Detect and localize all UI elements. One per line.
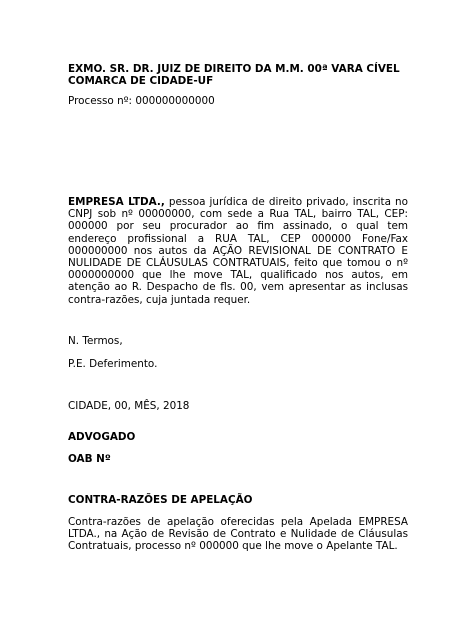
- oab-number: OAB Nº: [68, 453, 111, 465]
- process-number: Processo nº: 000000000000: [68, 95, 215, 107]
- court-header: [68, 63, 408, 87]
- closing-request: P.E. Deferimento.: [68, 358, 158, 370]
- section-title: CONTRA-RAZÕES DE APELAÇÃO: [68, 494, 253, 506]
- court-header-line2: COMARCA DE CIDADE-UF: [68, 75, 214, 88]
- petition-text: pessoa jurídica de direito privado, inscrita no CNPJ sob nº 00000000, com sede a Rua TAL, bairro TAL, CEP: 000000 por seu procurador ao fim assinado, o qual tem endereço profissional a RUA TAL, CEP 000000 Fone/Fax 000000000 nos autos da AÇÃO REVISIONAL DE CONTRATO E NULIDADE DE CLÁUSULAS CONTRATUAIS, feito que tomou o nº 0000000000 que lhe move TAL, qualificado nos autos, em atenção ao R. Despacho de fls. 00, vem apresentar as inclusas contra-razões, cuja juntada requer.: [68, 196, 408, 306]
- lawyer-name: ADVOGADO: [68, 431, 136, 443]
- court-header-line1: EXMO. SR. DR. JUIZ DE DIREITO DA M.M. 00ª VARA CÍVEL: [68, 63, 400, 75]
- petition-paragraph: [68, 196, 408, 306]
- place-date: CIDADE, 00, MÊS, 2018: [68, 400, 190, 412]
- company-name: EMPRESA LTDA.,: [68, 196, 165, 208]
- closing-terms: N. Termos,: [68, 335, 123, 347]
- section-paragraph: Contra-razões de apelação oferecidas pela Apelada EMPRESA LTDA., na Ação de Revisão de Contrato e Nulidade de Cláusulas Contratuais, processo nº 000000 que lhe move o Apelante TAL.: [68, 516, 408, 553]
